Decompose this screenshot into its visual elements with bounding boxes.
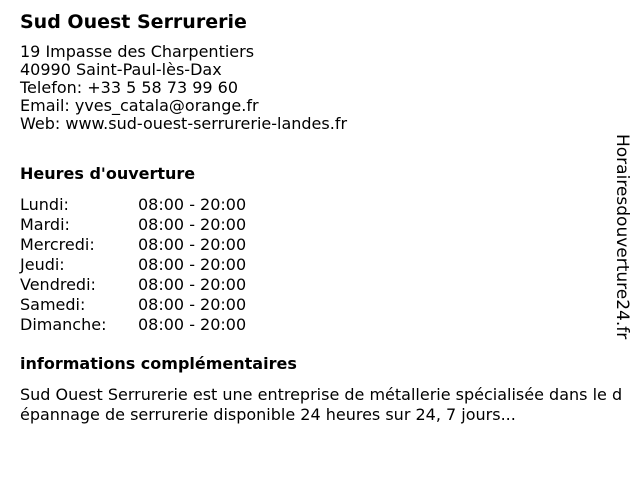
time-range: 08:00 - 20:00	[138, 215, 247, 234]
business-description: Sud Ouest Serrurerie est une entreprise de métallerie spécialisée dans le dépannage de serrurerie disponible 24 heures sur 24, 7 jours...	[20, 385, 623, 424]
day-label: Jeudi:	[20, 255, 65, 274]
hours-heading: Heures d'ouverture	[20, 164, 196, 183]
site-watermark: Horairesdouverture24.fr	[612, 134, 632, 340]
day-label: Lundi:	[20, 195, 69, 214]
time-range: 08:00 - 20:00	[138, 235, 247, 254]
time-range: 08:00 - 20:00	[138, 295, 247, 314]
email-line: Email: yves_catala@orange.fr	[20, 96, 259, 115]
day-label: Mercredi:	[20, 235, 95, 254]
info-heading: informations complémentaires	[20, 354, 297, 373]
time-range: 08:00 - 20:00	[138, 275, 247, 294]
day-label: Samedi:	[20, 295, 86, 314]
address-city: 40990 Saint-Paul-lès-Dax	[20, 60, 222, 79]
day-label: Vendredi:	[20, 275, 96, 294]
business-name: Sud Ouest Serrurerie	[20, 11, 247, 33]
day-label: Mardi:	[20, 215, 70, 234]
day-label: Dimanche:	[20, 315, 107, 334]
phone-line: Telefon: +33 5 58 73 99 60	[20, 78, 239, 97]
address-street: 19 Impasse des Charpentiers	[20, 42, 255, 61]
contact-block	[20, 43, 347, 133]
web-line: Web: www.sud-ouest-serrurerie-landes.fr	[20, 114, 348, 133]
time-range: 08:00 - 20:00	[138, 315, 247, 334]
time-range: 08:00 - 20:00	[138, 255, 247, 274]
time-range: 08:00 - 20:00	[138, 195, 247, 214]
